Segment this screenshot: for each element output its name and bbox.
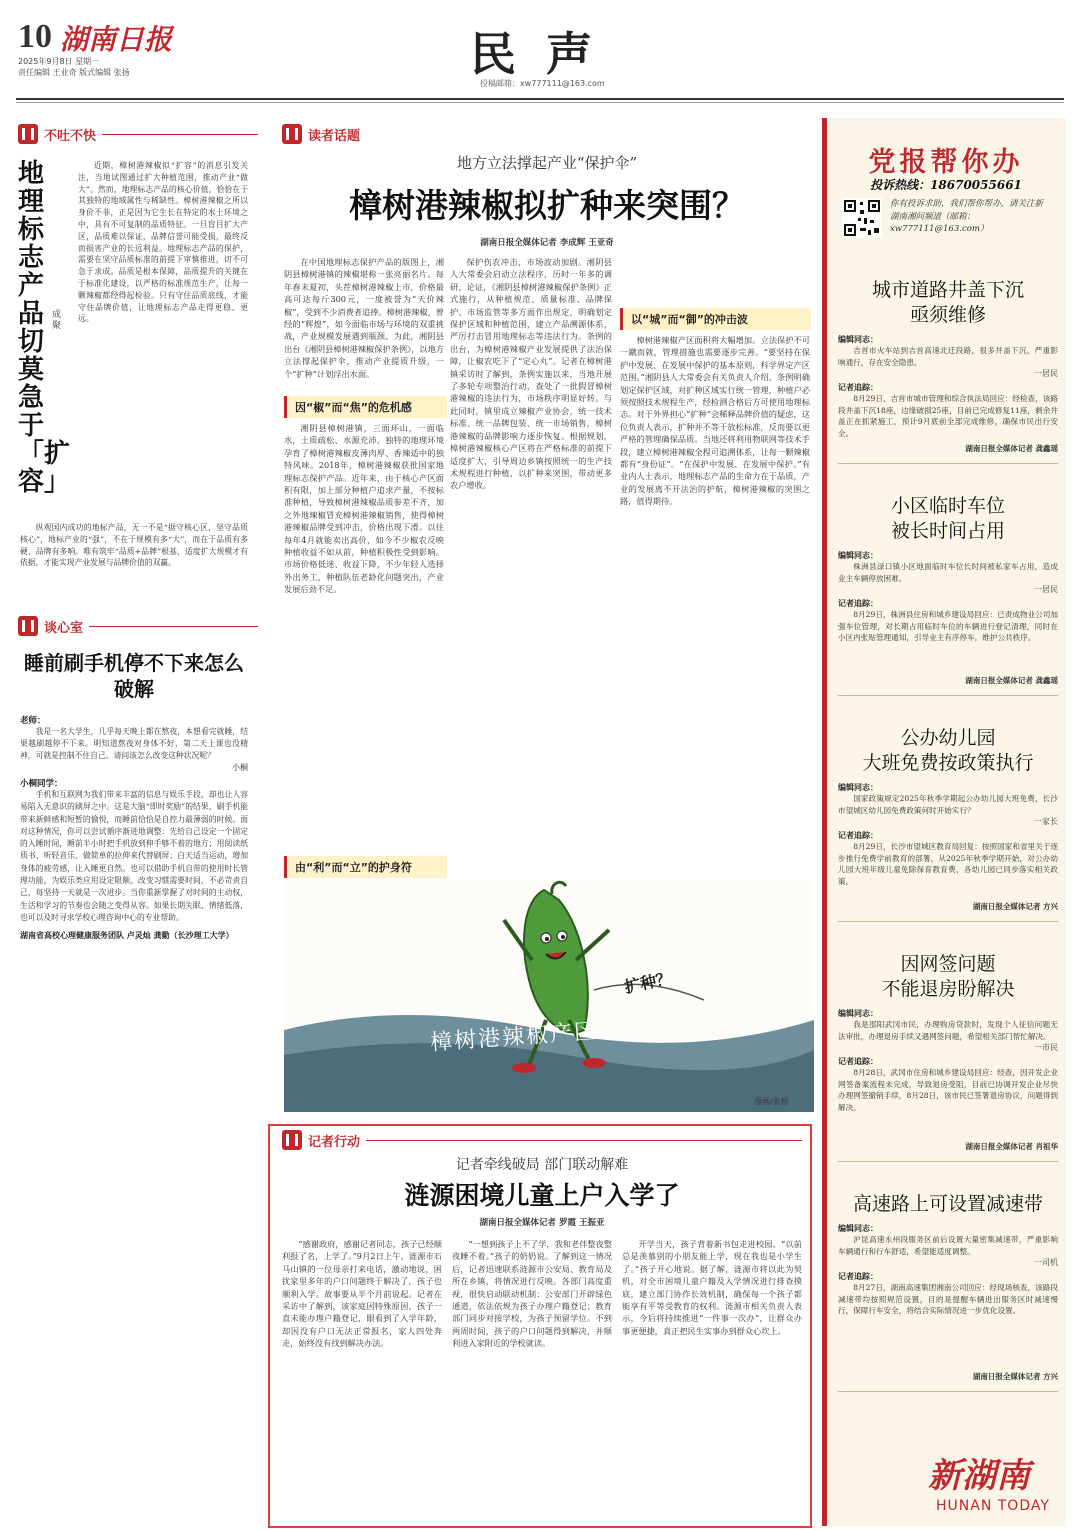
reader-headline: 樟树港辣椒拟扩种来突围？ (349, 186, 745, 225)
reply-credit: 湖南日报全媒体记者 龚鑫瑶 (965, 676, 1058, 685)
letter-divider (838, 1391, 1058, 1392)
tag-divider (366, 1140, 802, 1141)
reader-subhead-2: 由“利”而“立”的护身符 (284, 856, 447, 878)
chili-cartoon-icon (284, 880, 814, 1112)
reply-text: 8月29日，株洲县住房和城乡建设局回应：已责成物业公司加强车位管理，对长期占用临时车位的车辆进行登记清理，同时在小区内张贴管理通知，引导业主有序停车，维护公共秩序。 (838, 610, 1058, 642)
illustration-credit: 漫画/张杨 (754, 1097, 789, 1106)
letter-text: 我是邵阳武冈市民，办理购房贷款时，发现个人征信问题无法审批，办理退房手续又遇网签问题，希望相关部门帮忙解决。 (838, 1020, 1058, 1041)
helpdesk-letter (838, 248, 1058, 464)
hunan-daily-icon (282, 124, 302, 144)
reply-credit: 湖南日报全媒体记者 方兴 (972, 902, 1058, 911)
column-tag-label: 读者话题 (308, 128, 361, 144)
page-number: 10 (18, 18, 52, 55)
reader-col1b: 湘阴县樟树港镇，三面环山，一面临水，土质疏松、水源充沛，独特的地理环境孕育了樟树港辣椒皮薄肉厚、香辣适中的独特风味。2018年，樟树港辣椒获批国家地理标志保护产品。近年来，由于核心产区面积有限，加上部分种植户追求产量，不按标准种植，导致樟树港辣椒品质参差不齐，加之外地辣椒冒充樟树港辣椒销售，使得樟树港辣椒品牌受到冲击，价格出现下滑。以往每年4月就能卖出高价，如今不少椒农反映种植收益不如从前，种植积极性受到影响。市场价格低迷、收益下降，不少年轻人选择外出务工，种植队伍老龄化问题突出，产业发展后劲不足。 (284, 423, 444, 595)
column-tag-label: 记者行动 (308, 1134, 361, 1150)
letter-title: 因网签问题 不能退房盼解决 (881, 953, 1015, 1000)
reader-subhead-3: 以“城”而“御”的冲击波 (620, 308, 811, 330)
action-col2: “一想到孩子上不了学，我和老伴整夜整夜睡不着。”孩子的奶奶说。了解到这一情况后，记者迅速联系涟源市公安局、教育局及所在乡镇，将情况进行反映。各部门高度重视，很快启动联动机制：公安部门开辟绿色通道，依法依规为孩子办理户籍登记；教育部门同步对接学校，为孩子预留学位。不到两周时间，孩子的户口问题得到解决，并顺利进入家附近的学校就读。 (452, 1239, 612, 1349)
header-rule-thin (16, 102, 1064, 103)
newspaper-logo: 湖南日报 (60, 23, 173, 56)
helpdesk-intro: 你有投诉求助，我们帮你帮办，请关注新湖南湘问频道（邮箱：xw777111@163.com） (890, 199, 1044, 234)
reader-byline: 湖南日报全媒体记者 李成辉 王亚奇 (480, 238, 614, 248)
column-tag-action (282, 1130, 802, 1150)
reply-text: 8月29日，长沙市望城区教育局回复：按照国家和省里关于逐步推行免费学前教育的部署，从2025年秋季学期开始，对公办幼儿园大班年级儿童免除保育教育费，各幼儿园已同步落实相关政策。 (838, 842, 1058, 886)
letter-sign: 一居民 (1034, 585, 1058, 594)
hunan-daily-icon (18, 616, 38, 636)
letter-label: 编辑同志： (838, 335, 878, 344)
hunan-daily-icon (18, 124, 38, 144)
qr-code-icon[interactable] (842, 198, 882, 238)
opinion-title: 地理标志产品切莫急于「扩容」 (18, 159, 71, 497)
column-tag-complaint (18, 124, 258, 144)
publication-info (18, 56, 130, 78)
opinion-author: 成聚 (52, 310, 62, 331)
tag-divider (102, 134, 258, 135)
tag-divider (89, 626, 258, 627)
watermark-logo: 新湖南 (928, 1456, 1030, 1496)
letter-text: 沪昆高速永州段服务区前后设置大量密集减速带，严重影响车辆通行和行车舒适，希望能适度调整。 (838, 1235, 1058, 1256)
hunan-daily-icon (282, 1130, 302, 1150)
answer-text: 手机和互联网为我们带来丰富的信息与娱乐手段，却也让人容易陷入无意识的刷屏之中。这是大脑“即时奖励”的结果，刷手机能带来新鲜感和短暂的愉悦，而睡前恰恰是自控力最薄弱的时候。面对这种情况，你可以尝试循序渐进地调整：先给自己设定一个固定的入睡时间，睡前半小时把手机放到伸手够不着的地方；用阅读纸质书、听轻音乐、做简单的拉伸来代替刷屏；白天适当运动，增加身体的疲劳感，让入睡更自然。也可以借助手机自带的使用时长管理功能，为娱乐类应用设定限额。改变习惯需要时间，不必苛责自己，每坚持一天就是一次进步。当你重新掌握了对时间的主动权，生活和学习的节奏也会随之变得从容。如果长期失眠、情绪低落，也可以及时寻求学校心理咨询中心的专业帮助。 (20, 790, 248, 922)
reply-credit: 湖南日报全媒体记者 方兴 (972, 1372, 1058, 1381)
helpdesk-letter (838, 1162, 1058, 1392)
helpdesk-letter (838, 922, 1058, 1162)
letter-sign: 一市民 (1034, 1043, 1058, 1052)
letter-text: 国家政策规定2025年秋季学期起公办幼儿园大班免费，长沙市望城区幼儿园免费政策何时开始实行？ (838, 794, 1058, 815)
counsel-article (20, 714, 248, 1514)
reply-label: 记者追踪： (838, 383, 878, 392)
reader-kicker: 地方立法撑起产业“保护伞” (456, 154, 638, 172)
helpdesk-letters (838, 248, 1058, 1392)
illustration-question: 扩种？ (622, 968, 674, 997)
reader-subhead-1: 因“椒”而“焦”的危机感 (284, 396, 447, 418)
reply-text: 8月29日，吉首市城市管理和综合执法局回应：经检查，该路段井盖下沉18座，边缘破损25座，目前已完成修复11座，剩余井盖正在抓紧施工，预计9月底前全部完成维修，确保市民出行安全。 (838, 394, 1058, 438)
reader-col3-top (620, 256, 810, 304)
column-tag-label: 谈心室 (44, 620, 84, 636)
editor-staff: 责任编辑 王业奇 版式编辑 张扬 (18, 68, 130, 77)
letter-text: 吉首市火车站到吉首高速北迁段路，很多井盖下沉，严重影响通行，存在安全隐患。 (838, 346, 1058, 367)
reader-col3: 樟树港辣椒产区面积将大幅增加。立法保护不可一蹴而就，管理措施也需要逐步完善。“要坚持在保护中发展、在发展中保护的基本原则，科学界定产区范围。”湘阴县人大常委会有关负责人介绍，条例明确划定保护区域，对扩种区域实行统一管理，种植户必须按照技术规程生产，经检测合格后方可使用地理标志。对于外界担心“扩种”会稀释品牌价值的疑虑，这位负责人表示，扩种并不等于放松标准，反而要以更严格的管理确保品质。当地还将利用物联网等技术手段，建立樟树港辣椒全程可追溯体系，让每一颗辣椒都有“身份证”。“在保护中发展、在发展中保护。”有业内人士表示，地理标志产品的生命力在于品质，产业的发展离不开法治的护航，樟树港辣椒的突围之路，值得期待。 (620, 335, 810, 507)
helpdesk-letter (838, 464, 1058, 696)
letter-label: 编辑同志： (838, 1009, 878, 1018)
column-tag-reader (282, 124, 812, 144)
action-byline: 湖南日报全媒体记者 罗霞 王振亚 (479, 1218, 605, 1228)
letter-sign: 一司机 (1034, 1258, 1058, 1267)
letter-title: 高速路上可设置减速带 (852, 1193, 1043, 1215)
question-sign: 小桐 (232, 763, 248, 772)
action-col3: 开学当天，孩子背着新书包走进校园。“以前总是羡慕别的小朋友能上学，现在我也是小学生了。”孩子开心地说。据了解，涟源市将以此为契机，对全市困境儿童户籍及入学情况进行排查摸底，建立部门协作长效机制，确保每一个孩子都能享有平等受教育的权利。涟源市相关负责人表示，今后将持续推进“一件事一次办”，让群众办事更便捷，真正把民生实事办到群众心坎上。 (622, 1239, 802, 1336)
letter-title: 公办幼儿园 大班免费按政策执行 (862, 727, 1034, 774)
letter-label: 编辑同志： (838, 1224, 878, 1233)
reply-label: 记者追踪： (838, 599, 878, 608)
opinion-ending: 纵观国内成功的地标产品，无一不是“据守核心区，坚守品质核心”，地标产业的“强”，不在于规模有多“大”，而在于品质有多硬、品牌有多响。唯有筑牢“品质+品牌”根基，适度扩大规模才有依据，才能实现产业发展与品牌价值的双赢。 (20, 523, 248, 568)
helpdesk-title: 党报帮你办 (868, 147, 1024, 178)
counsel-title: 睡前刷手机停不下来怎么破解 (24, 651, 244, 701)
question-label: 老师： (20, 716, 46, 726)
opinion-body: 近期，樟树港辣椒拟“扩容”的消息引发关注，当地试图通过扩大种植范围，推动产业“做大”。然而，地理标志产品的核心价值，恰恰在于其独特的地域属性与稀缺性。樟树港辣椒之所以身价不菲，正是因为它生长在特定的水土环境之中，具有不可复制的品质特征。一旦盲目扩大产区，品质难以保证，品牌信誉可能受损，最终反而损害产业的长远利益。地理标志产品的保护，需要在坚守品质标准的前提下审慎推进，切不可急于求成。品质是根本保障，品质提升的关键在于标准化建设，以严格的标准规范生产，让每一颗辣椒都经得起检验。只有守住品质底线，才能守住品牌价值，让地理标志产品走得更稳、更远。 (78, 161, 248, 324)
helpdesk-letter (838, 696, 1058, 922)
answer-label: 小桐同学： (20, 779, 63, 789)
letter-label: 编辑同志： (838, 783, 878, 792)
reply-label: 记者追踪： (838, 1272, 878, 1281)
helpdesk-hotline: 投诉热线：18670055661 (870, 178, 1022, 192)
publication-date: 2025年9月8日 星期一 (18, 57, 100, 66)
reader-col1: 在中国地理标志保护产品的版图上，湘阴县樟树港镇的辣椒堪称一张亮丽名片。每年春末夏初，头茬樟树港辣椒上市，价格最高可达每斤300元，一度被誉为“天价辣椒”，受到不少消费者追捧。樟树港辣椒，曾经的“辉煌”，如今面临市场与环境的双重挑战，产业规模发展遇到瓶颈。为此，湘阴县出台《湘阴县樟树港辣椒保护条例》，以地方立法撑起保护伞，推动产业提质升级，一个“扩种”计划浮出水面。 (284, 257, 444, 379)
chili-illustration (284, 880, 814, 1112)
edition-title: 民声 (470, 27, 622, 81)
reply-text: 8月27日，湖南高速集团湘南公司回应：经现场核查，该路段减速带均按照规范设置，目的是提醒车辆进出服务区时减速慢行，保障行车安全，将结合实际情况进一步优化设置。 (838, 1283, 1058, 1315)
header-rule (16, 98, 1064, 100)
watermark-en: HUNAN TODAY (936, 1498, 1050, 1514)
reply-credit: 湖南日报全媒体记者 龚鑫瑶 (965, 444, 1058, 453)
illustration-label: 樟树港辣椒产区 (429, 1019, 599, 1056)
reply-credit: 湖南日报全媒体记者 肖祖华 (965, 1142, 1058, 1151)
action-headline: 涟源困境儿童上户入学了 (404, 1181, 680, 1210)
reply-label: 记者追踪： (838, 831, 878, 840)
letter-sign: 一居民 (1034, 369, 1058, 378)
column-tag-counsel (18, 616, 258, 636)
letter-title: 城市道路井盖下沉 亟须维修 (871, 279, 1024, 326)
question-text: 我是一名大学生，几乎每天晚上都在熬夜，本想看完就睡，结果越刷越停不下来。明知道熬夜对身体不好，第二天上课也没精神，可就是控制不住自己。请问该怎么改变这种状况呢？ (20, 727, 248, 760)
reader-col2: 保护伤农冲击，市场波动加剧。湘阴县人大常委会启动立法程序，历时一年多的调研、论证，《湘阴县樟树港辣椒保护条例》正式施行，从种植规范、质量标准、品牌保护、市场监管等多方面作出规定，明确划定保护区域和种植范围，建立产品溯源体系，严厉打击冒用地理标志等违法行为。条例的出台，为樟树港辣椒产业发展提供了法治保障，让椒农吃下了“定心丸”。记者在樟树港镇采访时了解到，条例实施以来，当地开展了多轮专项整治行动，查处了一批假冒樟树港辣椒的违法行为，市场秩序明显好转。与此同时，镇里成立辣椒产业协会，统一技术标准、统一品牌包装、统一市场销售，樟树港辣椒的品牌影响力逐步恢复。根据规划，樟树港辣椒核心产区将在严格标准的前提下适度扩大，引导周边乡镇按照统一的生产技术规程进行种植，以扩种来突围，带动更多农户增收。 (450, 257, 612, 491)
answer-credit: 湖南省高校心理健康服务团队 卢灵灿 龚勤（长沙理工大学） (20, 930, 234, 941)
submission-email: 投稿邮箱：xw777111@163.com (480, 79, 605, 88)
reply-label: 记者追踪： (838, 1057, 878, 1066)
action-col1: “感谢政府，感谢记者同志，孩子已经顺利报了名，上学了。”9月2日上午，涟源市石马山镇的一位母亲打来电话，激动地说，困扰家里多年的户口问题终于解决了，孩子也顺利入学。故事要从半个月前说起。记者在采访中了解到，该家庭因特殊原因，孩子一直未能办理户籍登记，眼看到了入学年龄，却因没有户口无法正常报名，家人四处奔走，始终没有找到解决办法。 (282, 1239, 442, 1349)
column-tag-label: 不吐不快 (44, 128, 97, 144)
reply-text: 8月28日，武冈市住房和城乡建设局回应：经查，因开发企业网签备案流程未完成，导致退房受阻，目前已协调开发企业尽快办理网签撤销手续，8月28日，该市民已签署退房协议，问题得到解决。 (838, 1068, 1058, 1112)
letter-sign: 一家长 (1034, 817, 1058, 826)
action-kicker: 记者牵线破局 部门联动解难 (455, 1157, 629, 1173)
letter-text: 株洲县渌口镇小区地面临时车位长时间被私家车占用，造成业主车辆停放困难。 (838, 562, 1058, 583)
letter-label: 编辑同志： (838, 551, 878, 560)
letter-title: 小区临时车位 被长时间占用 (890, 495, 1005, 542)
